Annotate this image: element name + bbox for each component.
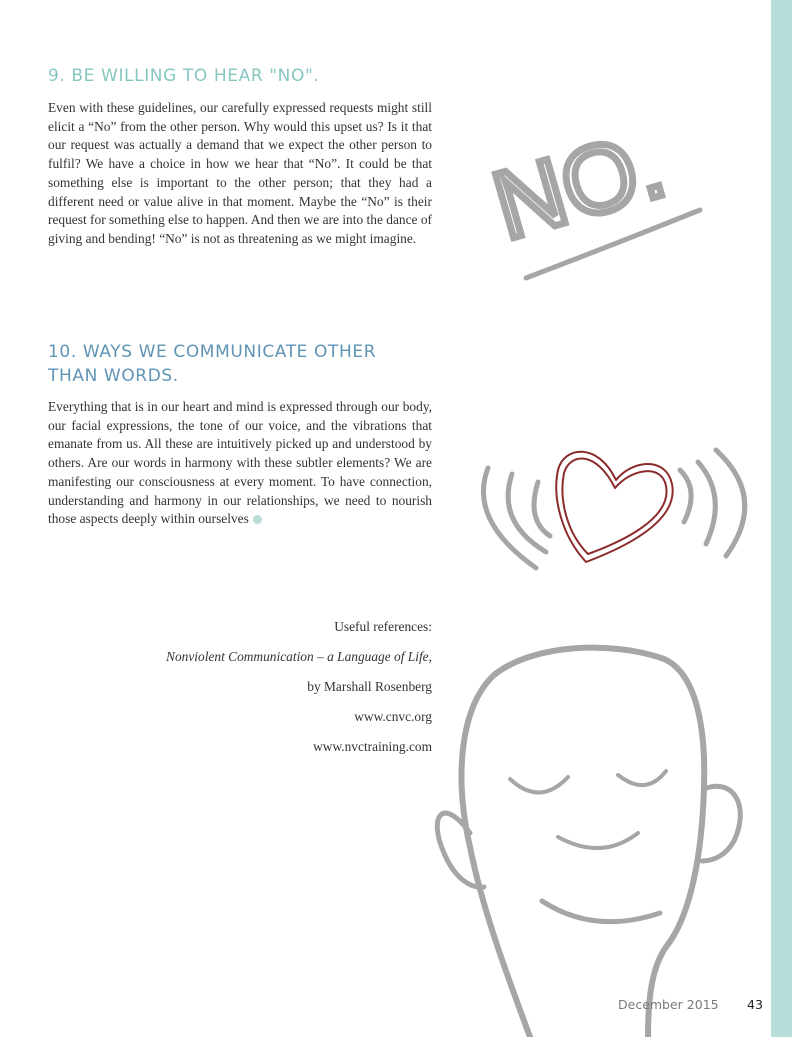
accent-side-bar (771, 0, 792, 1037)
left-wave-middle (508, 474, 546, 552)
reference-link-cnvc[interactable]: www.cnvc.org (354, 709, 432, 724)
page-number: 43 (747, 997, 763, 1012)
references-block (32, 618, 432, 768)
article-end-dot (253, 515, 262, 524)
jaw-line (542, 901, 660, 922)
references-heading: Useful references: (334, 619, 432, 634)
section-10-body (48, 398, 432, 529)
reference-book-title: Nonviolent Communication – a Language of Life (166, 649, 429, 664)
section-10-body-text: Everything that is in our heart and mind is expressed through our body, our facial expressions, the tone of our voice, and the vibrations that emanate from us. All these are intuitively picked up and understood by others. Are our words in harmony with these subtler elements? We are manifesting our consciousness at every moment. To have connection, understanding and harmony in our relationships, we need to nourish those aspects deeply within ourselves (48, 399, 432, 527)
right-closed-eye (618, 771, 666, 785)
smile (558, 833, 638, 848)
no-illustration-text: NO. (482, 110, 676, 261)
footer-date: December 2015 (618, 997, 719, 1012)
left-wave-inner (534, 482, 550, 536)
section-9-heading: 9. BE WILLING TO HEAR "NO". (48, 66, 320, 86)
face-outline (462, 648, 705, 1037)
right-wave-middle (698, 462, 715, 544)
right-wave-outer (716, 450, 745, 556)
left-closed-eye (510, 777, 568, 793)
section-10-heading: 10. WAYS WE COMMUNICATE OTHER THAN WORDS. (48, 342, 377, 386)
right-wave-inner (680, 470, 691, 522)
heart-outline-outer (556, 452, 672, 562)
no-illustration (482, 110, 710, 290)
reference-book (32, 648, 432, 678)
heart-outline-inner (562, 459, 666, 554)
reference-link-nvctraining[interactable]: www.nvctraining.com (313, 739, 432, 754)
right-ear (702, 786, 740, 861)
reference-author: by Marshall Rosenberg (307, 679, 432, 694)
serene-face-illustration (434, 637, 754, 1037)
section-9-body: Even with these guidelines, our carefully expressed requests might still elicit a “No” from the other person. Why would this upset us? Is it that our request was actually a demand that we expect the other person to fulfil? We have a choice in how we hear that “No”. It could be that something else is important to the other person; that they had a different need or value alive in that moment. Maybe the “No” is their request for something else to happen. And then we are into the dance of giving and bending! “No” is not as threatening as we might imagine. (48, 100, 432, 246)
reference-book-title-suffix: , (428, 649, 432, 664)
heart-vibration-illustration (466, 440, 766, 580)
